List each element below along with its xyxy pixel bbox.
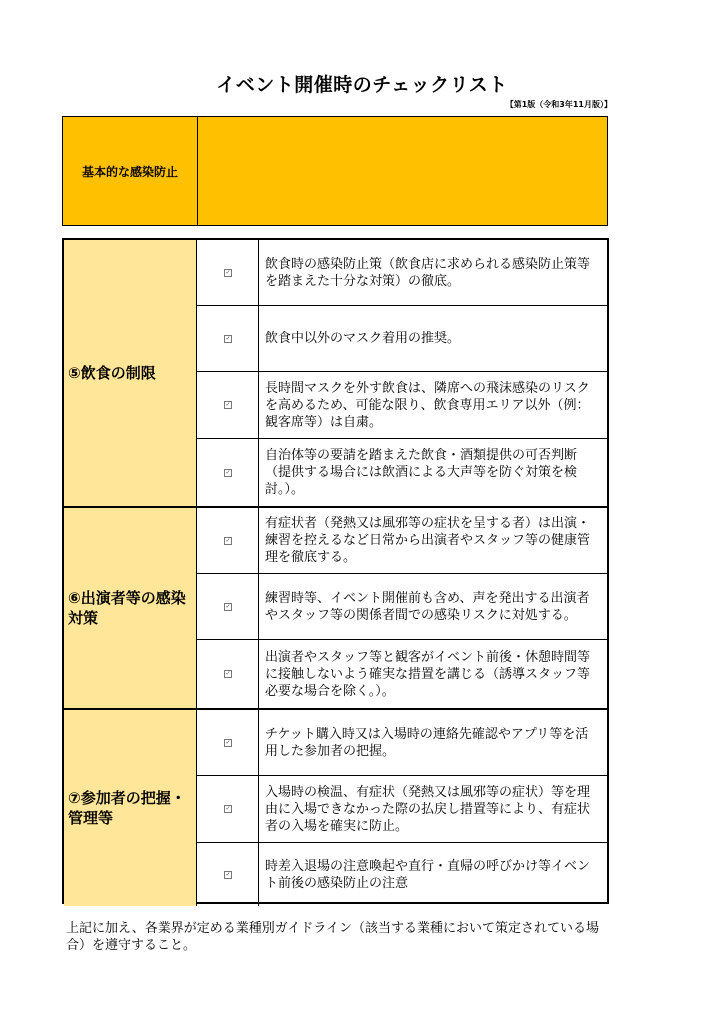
- checklist-item: [197, 439, 607, 506]
- item-text: 自治体等の要請を踏まえた飲食・酒類提供の可否判断（提供する場合には飲酒による大声等を防ぐ対策を検討。）。: [265, 448, 578, 497]
- checkbox[interactable]: ✓: [225, 268, 231, 276]
- checklist-item: [197, 776, 607, 843]
- checklist-item: [197, 306, 607, 372]
- checkbox[interactable]: ✓: [225, 738, 231, 746]
- checkbox[interactable]: ✓: [225, 536, 231, 544]
- item-text: 出演者やスタッフ等と観客がイベント前後・休憩時間等に接触しないよう確実な措置を講じる（誘導スタッフ等必要な場合を除く。）。: [265, 649, 591, 699]
- item-text: 時差入退場の注意喚起や直行・直帰の呼びかけ等イベント前後の感染防止の注意: [265, 858, 591, 891]
- item-text: 飲食中以外のマスク着用の推奨。: [265, 331, 461, 346]
- header-label: 基本的な感染防止: [63, 117, 198, 225]
- checklist-item: [197, 574, 607, 640]
- checkbox[interactable]: ✓: [225, 870, 231, 878]
- header-box: [62, 116, 608, 226]
- checkbox[interactable]: ✓: [225, 805, 231, 812]
- section-performers: [64, 508, 607, 710]
- checklist-item: [197, 843, 607, 906]
- footer-note: 上記に加え、各業界が定める業種別ガイドライン（該当する業種において策定されている場合）を遵守すること。: [66, 921, 600, 953]
- item-text: チケット購入時又は入場時の連絡先確認やアプリ等を活用した参加者の把握。: [265, 726, 589, 759]
- section-label: ⑤飲食の制限: [64, 240, 197, 506]
- checkbox[interactable]: ✓: [225, 468, 231, 476]
- checklist-item: [197, 240, 607, 306]
- checkbox[interactable]: ✓: [225, 602, 231, 610]
- section-participants: [64, 710, 607, 906]
- section-food: [64, 240, 607, 508]
- edition-label: 【第1版（令和3年11月版）】: [505, 100, 612, 109]
- checkbox[interactable]: ✓: [225, 401, 231, 408]
- item-text: 長時間マスクを外す飲食は、隣席への飛沫感染のリスクを高めるため、可能な限り、飲食専用エリア以外（例：観客席等）は自粛。: [265, 380, 590, 430]
- document-title: イベント開催時のチェックリスト: [216, 74, 508, 96]
- section-label: ⑥出演者等の感染対策: [64, 508, 197, 708]
- checklist-table: [62, 238, 609, 904]
- checklist-item: [197, 640, 607, 708]
- section-label: ⑦参加者の把握・管理等: [64, 710, 197, 906]
- checklist-item: [197, 710, 607, 776]
- item-text: 入場時の検温、有症状（発熱又は風邪等の症状）等を理由に入場できなかった際の払戻し措置等により、有症状者の入場を確実に防止。: [265, 784, 591, 834]
- item-text: 飲食時の感染防止策（飲食店に求められる感染防止策等を踏まえた十分な対策）の徹底。: [265, 256, 591, 289]
- item-text: 練習時等、イベント開催前も含め、声を発出する出演者やスタッフ等の関係者間での感染リスクに対処する。: [265, 590, 590, 623]
- checkbox[interactable]: ✓: [225, 334, 231, 342]
- item-text: 有症状者（発熱又は風邪等の症状を呈する者）は出演・練習を控えるなど日常から出演者やスタッフ等の健康管理を徹底する。: [265, 516, 591, 565]
- checklist-item: [197, 508, 607, 574]
- checkbox[interactable]: ✓: [225, 670, 231, 677]
- checklist-item: [197, 372, 607, 439]
